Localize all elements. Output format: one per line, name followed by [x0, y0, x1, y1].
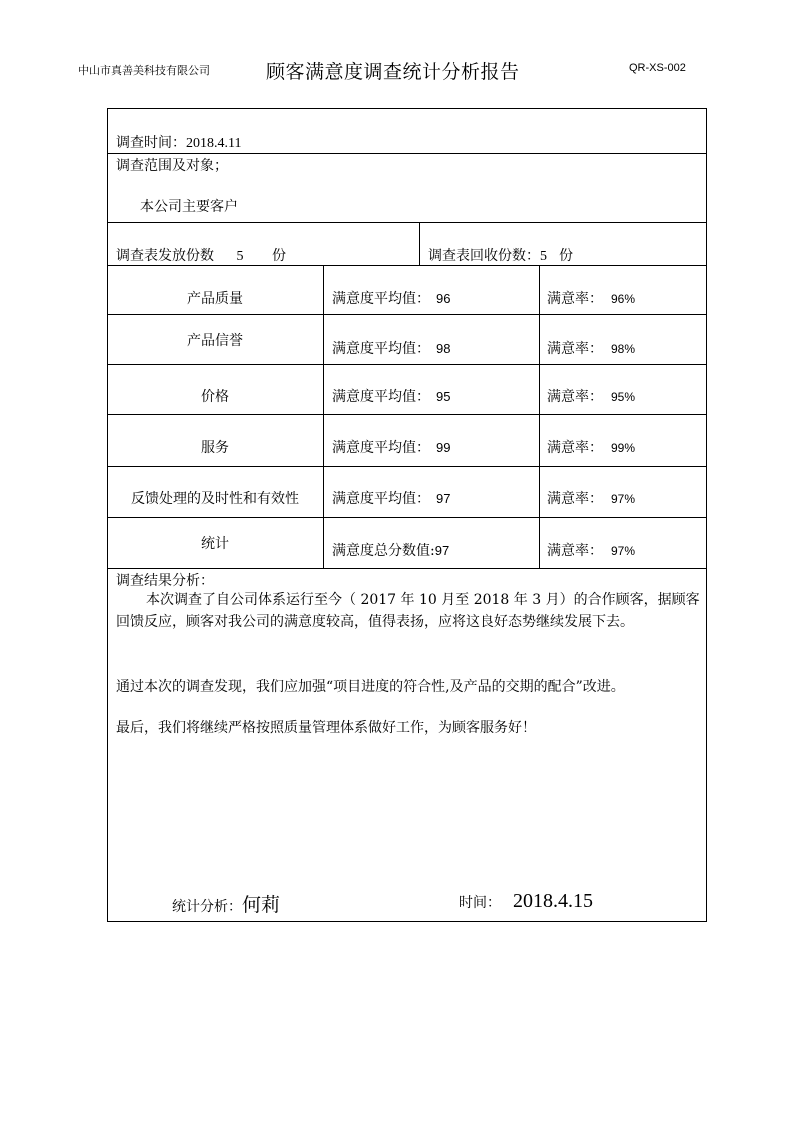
metric-average: 满意度平均值： 97	[332, 491, 451, 507]
survey-scope-value: 本公司主要客户	[140, 199, 238, 215]
issued-label: 调查表发放份数	[116, 248, 214, 264]
document-code: QR-XS-002	[629, 62, 686, 74]
returned-unit: 份	[559, 248, 573, 264]
survey-date-label: 调查时间：	[116, 135, 186, 151]
column-divider	[419, 222, 420, 265]
metric-average: 满意度平均值： 98	[332, 341, 451, 357]
metric-total-score: 满意度总分数值:97	[332, 543, 450, 559]
company-name: 中山市真善美科技有限公司	[78, 64, 210, 77]
issued-count	[116, 245, 286, 265]
analyst-name: 何莉	[242, 894, 281, 916]
column-divider	[323, 265, 324, 568]
metric-item: 产品质量	[187, 291, 243, 307]
metric-item: 服务	[201, 440, 229, 456]
report-table-frame	[107, 108, 707, 922]
column-divider	[539, 265, 540, 568]
analyst-label: 统计分析：	[172, 899, 242, 915]
row-divider	[107, 568, 707, 569]
row-divider	[107, 153, 707, 154]
returned-value: 5	[540, 249, 547, 264]
analysis-paragraph-2: 通过本次的调查发现，我们应加强“项目进度的符合性,及产品的交期的配合”改进。	[116, 679, 625, 695]
row-divider	[107, 517, 707, 518]
analysis-heading: 调查结果分析：	[116, 573, 214, 589]
analyst	[172, 890, 280, 917]
survey-date-value: 2018.4.11	[186, 136, 242, 151]
report-time	[459, 890, 593, 913]
row-divider	[107, 314, 707, 315]
metric-item-total: 统计	[201, 536, 229, 552]
row-divider	[107, 222, 707, 223]
page-title: 顾客满意度调查统计分析报告	[266, 61, 520, 83]
metric-rate: 满意率： 95%	[547, 389, 636, 405]
metric-rate: 满意率： 97%	[547, 491, 636, 507]
returned-count	[428, 245, 573, 265]
analysis-paragraph-3: 最后，我们将继续严格按照质量管理体系做好工作，为顾客服务好！	[116, 720, 536, 736]
metric-rate: 满意率： 98%	[547, 341, 636, 357]
row-divider	[107, 414, 707, 415]
metric-item: 产品信誉	[187, 333, 243, 349]
report-time-value: 2018.4.15	[513, 890, 593, 912]
metric-rate: 满意率： 96%	[547, 291, 636, 307]
metric-rate: 满意率： 97%	[547, 543, 636, 559]
metric-item: 反馈处理的及时性和有效性	[131, 491, 299, 507]
metric-rate: 满意率： 99%	[547, 440, 636, 456]
row-divider	[107, 265, 707, 266]
issued-value: 5	[236, 249, 244, 264]
row-divider	[107, 466, 707, 467]
returned-label: 调查表回收份数：	[428, 248, 540, 264]
metric-average: 满意度平均值： 96	[332, 291, 451, 307]
metric-average: 满意度平均值： 99	[332, 440, 451, 456]
metric-item: 价格	[201, 389, 229, 405]
issued-unit: 份	[272, 248, 286, 264]
report-time-label: 时间：	[459, 895, 501, 911]
row-divider	[107, 364, 707, 365]
metric-average: 满意度平均值： 95	[332, 389, 451, 405]
survey-date	[116, 132, 241, 152]
survey-scope-label: 调查范围及对象；	[116, 158, 228, 174]
analysis-paragraph-1: 本次调查了自公司体系运行至今（ 2017 年 10 月至 2018 年 3 月）的合作顾客，据顾客回馈反应，顾客对我公司的满意度较高，值得表扬，应将这良好态势继续发展下去。	[116, 592, 700, 630]
